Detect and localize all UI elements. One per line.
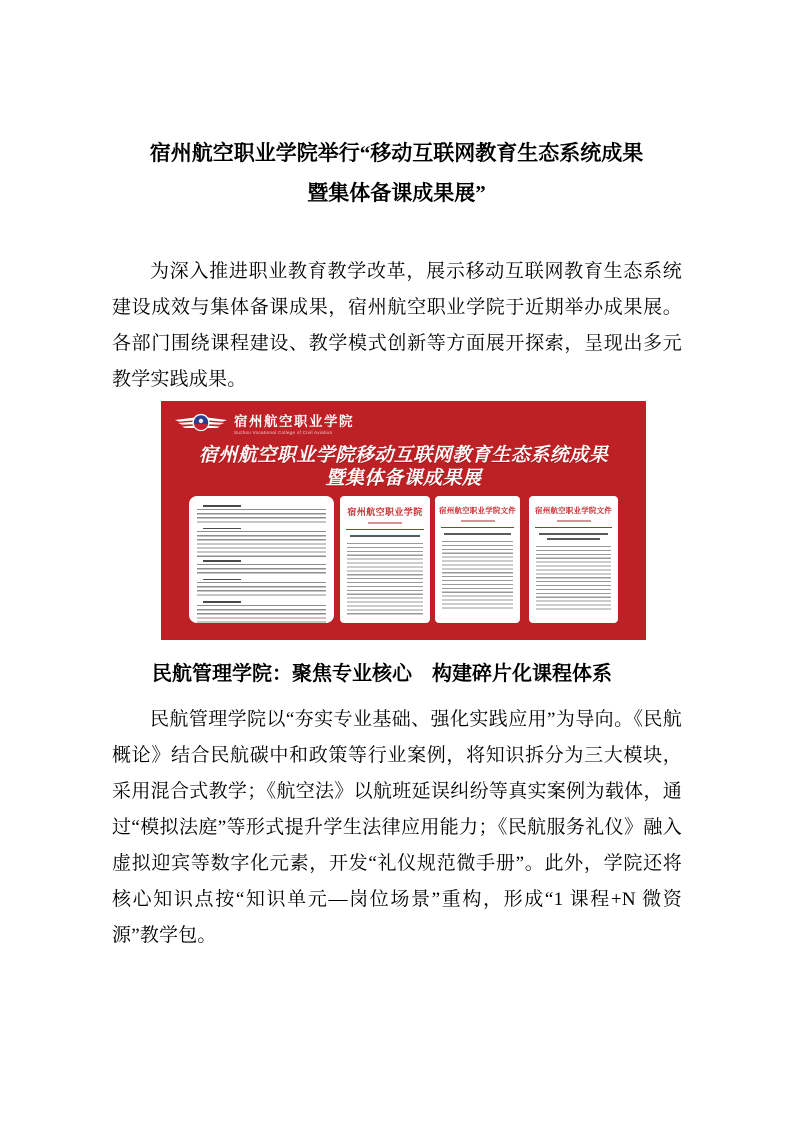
intro-paragraph: 为深入推进职业教育教学改革，展示移动互联网教育生态系统建设成效与集体备课成果，宿州航空职业学院于近期举办成果展。各部门围绕课程建设、教学模式创新等方面展开探索，呈现出多元教学实践成果。 bbox=[112, 261, 682, 390]
document-text-lines bbox=[203, 579, 241, 581]
document-text-lines bbox=[203, 505, 241, 507]
college-logo bbox=[174, 411, 354, 440]
banner-panel-letterhead-1 bbox=[340, 496, 430, 623]
letterhead-rule bbox=[535, 527, 612, 528]
document-text-lines bbox=[536, 546, 611, 610]
document-text-lines bbox=[197, 531, 326, 557]
document-number-line bbox=[368, 522, 402, 524]
banner-title-line2: 暨集体备课成果展 bbox=[325, 468, 482, 489]
document-text-lines bbox=[197, 582, 326, 598]
document-text-lines bbox=[347, 543, 423, 615]
document-subject-line bbox=[444, 533, 510, 535]
exhibition-banner-image bbox=[161, 401, 646, 640]
letterhead-title: 宿州航空职业学院 bbox=[347, 507, 423, 517]
document-text-lines bbox=[442, 541, 513, 611]
letterhead-rule bbox=[346, 529, 423, 530]
document-text-lines bbox=[203, 601, 241, 603]
college-logo-text bbox=[234, 415, 354, 436]
article-title-line1: 宿州航空职业学院举行“移动互联网教育生态系统成果 bbox=[149, 141, 644, 165]
letterhead-title: 宿州航空职业学院文件 bbox=[439, 506, 516, 515]
college-name-cn: 宿州航空职业学院 bbox=[234, 414, 354, 430]
college-wings-logo-icon bbox=[174, 411, 228, 440]
document-subject-line bbox=[547, 538, 600, 540]
document-number-line bbox=[461, 520, 495, 522]
letterhead-rule bbox=[441, 527, 514, 528]
document-text-lines bbox=[197, 605, 326, 623]
document-text-lines bbox=[203, 560, 241, 562]
college-name-en: Suzhou Vocational College of Civil Aviation bbox=[234, 429, 333, 435]
document-subject-line bbox=[350, 535, 420, 537]
document-text-lines bbox=[203, 528, 241, 530]
document-text-lines bbox=[197, 564, 326, 576]
article-title bbox=[0, 133, 793, 213]
section-heading: 民航管理学院：聚焦专业核心 构建碎片化课程体系 bbox=[152, 663, 612, 685]
document-number-line bbox=[557, 520, 591, 522]
banner-panel-letterhead-3 bbox=[529, 496, 618, 623]
document-subject-line bbox=[539, 533, 608, 535]
banner-panel-dense-text bbox=[189, 496, 334, 623]
body-paragraph: 民航管理学院以“夯实专业基础、强化实践应用”为导向。《民航概论》结合民航碳中和政策等行业案例，将知识拆分为三大模块，采用混合式教学；《航空法》以航班延误纠纷等真实案例为载体，通过“模拟法庭”等形式提升学生法律应用能力；《民航服务礼仪》融入虚拟迎宾等数字化元素，开发“礼仪规范微手册”。此外，学院还将核心知识点按“知识单元—岗位场景”重构，形成“1 课程+N 微资源”教学包。 bbox=[112, 709, 682, 946]
banner-title bbox=[161, 444, 646, 490]
banner-title-line1: 宿州航空职业学院移动互联网教育生态系统成果 bbox=[198, 445, 609, 466]
banner-panel-letterhead-2 bbox=[435, 496, 520, 623]
article-title-line2: 暨集体备课成果展” bbox=[307, 181, 486, 205]
document-text-lines bbox=[197, 509, 326, 525]
letterhead-title: 宿州航空职业学院文件 bbox=[535, 506, 612, 515]
